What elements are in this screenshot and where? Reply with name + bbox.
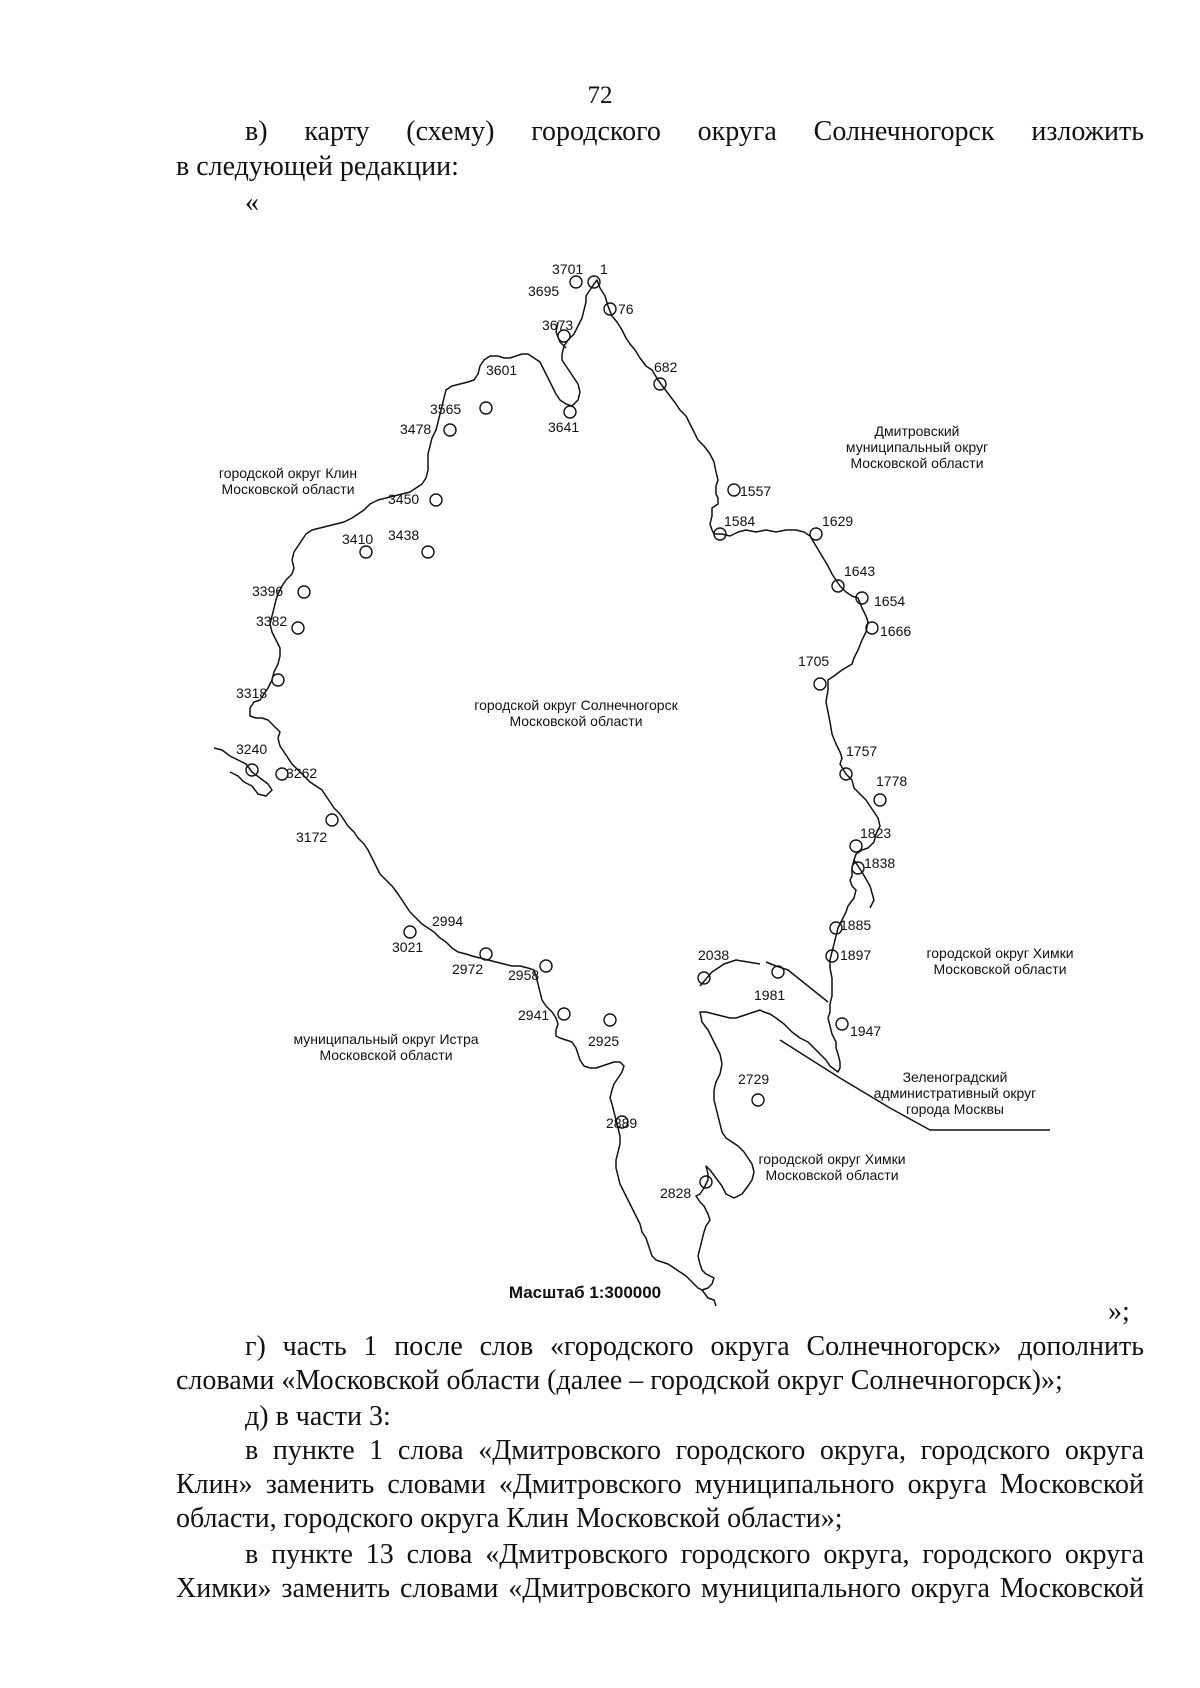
point-label: 2038 (698, 947, 730, 963)
region-labels (219, 423, 1074, 1183)
region-label-dmitrov: Московской области (850, 455, 984, 471)
page-number: 72 (587, 82, 613, 109)
region-label-dmitrov: муниципальный округ (845, 439, 989, 455)
region-label-zelenograd: административный округ (873, 1085, 1037, 1101)
point-labels (236, 261, 911, 1201)
region-label-zelenograd: Зеленоградский (902, 1069, 1008, 1085)
point-label: 3410 (342, 531, 374, 547)
point-label: 1778 (876, 773, 908, 789)
point-label: 1643 (844, 563, 876, 579)
paragraph-g-line-2: словами «Московской области (далее – городской округ Солнечногорск)»; (176, 1365, 1063, 1396)
point-label: 2729 (738, 1071, 770, 1087)
point-label: 1885 (840, 917, 872, 933)
point-label: 3438 (388, 527, 420, 543)
point-markers (246, 276, 886, 1188)
open-quote: « (245, 187, 259, 218)
point-label: 1897 (840, 947, 872, 963)
paragraph-p13-line-1: в пункте 13 слова «Дмитровского городского округа, городского округа (245, 1539, 1144, 1570)
paragraph-g-line-1: г) часть 1 после слов «городского округа Солнечногорск» дополнить (245, 1331, 1144, 1362)
point-label: 76 (618, 301, 634, 317)
point-label: 2828 (660, 1185, 692, 1201)
paragraph-d: д) в части 3: (245, 1401, 391, 1432)
point-label: 3673 (542, 317, 574, 333)
point-label: 1654 (874, 593, 906, 609)
point-label: 1629 (822, 513, 854, 529)
point-label: 3262 (286, 765, 318, 781)
point-label: 2941 (518, 1007, 550, 1023)
region-label-solnechnogorsk: городской округ Солнечногорск (474, 697, 678, 713)
point-label: 3240 (236, 741, 268, 757)
point-label: 3021 (392, 939, 424, 955)
point-label: 3701 (552, 261, 584, 277)
region-label-dmitrov: Дмитровский (874, 423, 960, 439)
region-label-khimki-south: городской округ Химки (758, 1151, 906, 1167)
point-label: 3601 (486, 362, 518, 378)
region-label-zelenograd: города Москвы (906, 1101, 1004, 1117)
point-label: 1705 (798, 653, 830, 669)
map-scale: Масштаб 1:300000 (508, 1283, 662, 1302)
point-label: 1584 (724, 513, 756, 529)
point-label: 2994 (432, 913, 464, 929)
point-label: 3172 (296, 829, 328, 845)
boundary-line (214, 280, 1050, 1306)
paragraph-p1-line-2: Клин» заменить словами «Дмитровского муниципального округа Московской (176, 1469, 1144, 1500)
point-label: 3695 (528, 283, 560, 299)
point-label: 2925 (588, 1033, 620, 1049)
close-quote: »; (1108, 1296, 1130, 1327)
point-label: 2958 (508, 967, 540, 983)
point-label: 3565 (430, 401, 462, 417)
point-label: 3641 (548, 419, 580, 435)
paragraph-p1-line-1: в пункте 1 слова «Дмитровского городского округа, городского округа (245, 1435, 1144, 1466)
point-label: 2972 (452, 961, 484, 977)
region-label-solnechnogorsk: Московской области (509, 713, 643, 729)
point-label: 1666 (880, 623, 912, 639)
point-label: 3478 (400, 421, 432, 437)
region-label-khimki-east: Московской области (933, 961, 1067, 977)
point-label: 1947 (850, 1023, 882, 1039)
region-label-istra: муниципальный округ Истра (293, 1031, 479, 1047)
point-label: 1 (600, 261, 608, 277)
point-label: 3396 (252, 583, 284, 599)
intro-line-1: в) карту (схему) городского округа Солнечногорск изложить (245, 116, 1144, 147)
point-label: 3382 (256, 613, 288, 629)
intro-line-2: в следующей редакции: (176, 151, 459, 182)
point-label: 1823 (860, 825, 892, 841)
paragraph-p13-line-2: Химки» заменить словами «Дмитровского муниципального округа Московской (176, 1573, 1144, 1604)
region-label-istra: Московской области (319, 1047, 453, 1063)
point-label: 1557 (740, 483, 772, 499)
point-label: 682 (654, 359, 678, 375)
point-label: 3450 (388, 491, 420, 507)
point-label: 3318 (236, 685, 268, 701)
point-label: 1981 (754, 987, 786, 1003)
point-label: 1757 (846, 743, 878, 759)
paragraph-p1-line-3: области, городского округа Клин Московской области»; (176, 1503, 843, 1534)
region-label-khimki-east: городской округ Химки (926, 945, 1074, 961)
region-label-klin: городской округ Клин (218, 465, 358, 481)
point-label: 2889 (606, 1115, 638, 1131)
point-label: 1838 (864, 855, 896, 871)
region-label-khimki-south: Московской области (765, 1167, 899, 1183)
region-label-klin: Московской области (221, 481, 355, 497)
